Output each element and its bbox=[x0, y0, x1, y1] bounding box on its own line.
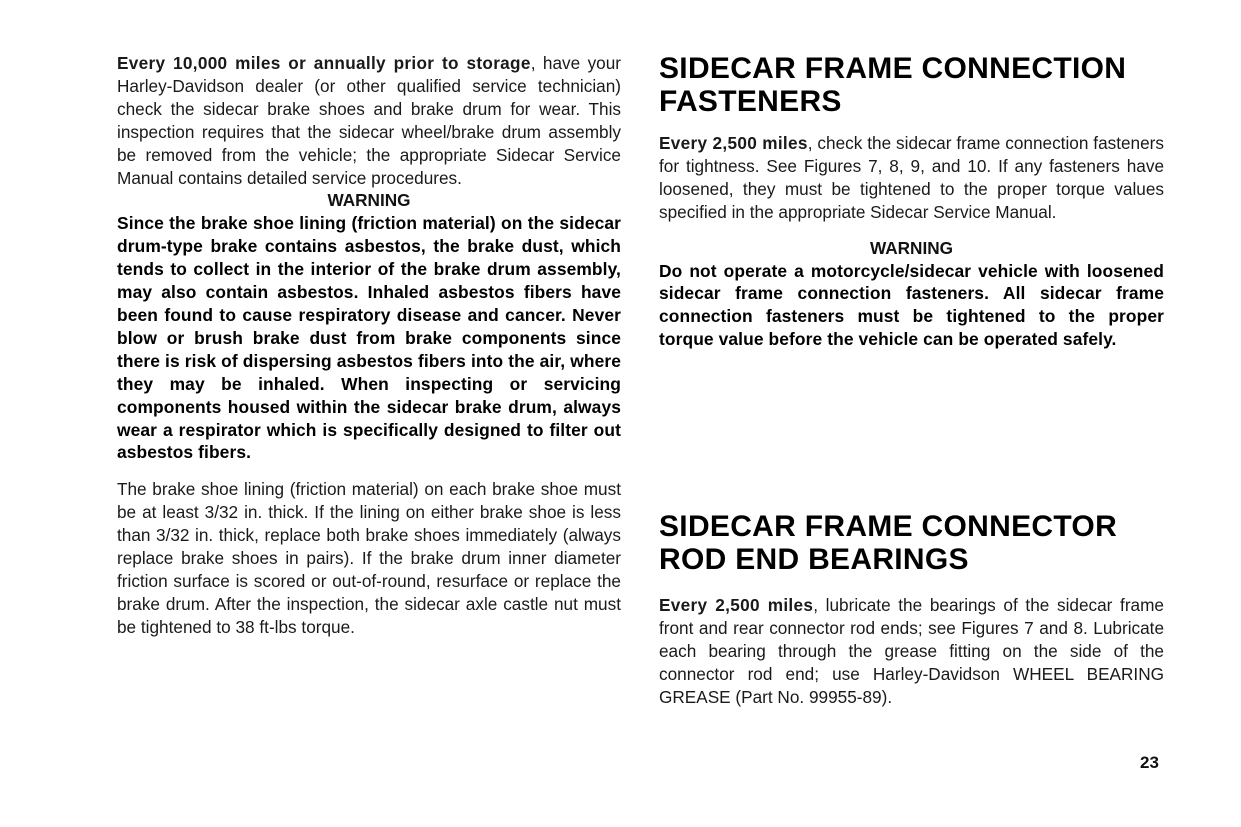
page-number: 23 bbox=[1140, 753, 1159, 772]
fasteners-warning-title: WARNING bbox=[869, 237, 954, 258]
rod-end-interval-lead: Every 2,500 miles bbox=[659, 595, 814, 615]
rod-end-text: , lubricate the bearings of the sidecar frame front and rear connector rod ends; see Figures 7 and 8. Lubricate each bearing through the grease fitting on the side of the connector rod end; use Harley-Davidson WHEEL BEARING GREASE (Part No. 99955-89). bbox=[659, 595, 1164, 707]
fasteners-heading-line2: FASTENERS bbox=[659, 85, 842, 118]
asbestos-warning-title: WARNING bbox=[327, 190, 411, 211]
brake-inspection-paragraph bbox=[117, 52, 621, 189]
rod-end-heading bbox=[659, 510, 1164, 576]
intro-text: , have your Harley-Davidson dealer (or other qualified service technician) check the sidecar brake shoes and brake drum for wear. This inspection requires that the sidecar wheel/brake drum assembly be removed from the vehicle; the appropriate Sidecar Service Manual contains detailed service procedures. bbox=[117, 53, 622, 188]
fasteners-heading-line1: SIDECAR FRAME CONNECTION bbox=[659, 52, 1127, 85]
lining-thickness-paragraph: The brake shoe lining (friction material) on each brake shoe must be at least 3/32 in. thick. If the lining on either brake shoe is less than 3/32 in. thick, replace both brake shoes immediately (always replace brake shoes in pairs). If the brake drum inner diameter friction surface is scored or out-of-round, resurface or replace the brake drum. After the inspection, the sidecar axle castle nut must be tightened to 38 ft-lbs torque. bbox=[117, 479, 621, 637]
fasteners-warning-body: Do not operate a motorcycle/sidecar vehicle with loosened sidecar frame connection fasteners. All sidecar frame connection fasteners must be tightened to the proper torque value before the vehicle can be operated safely. bbox=[659, 260, 1164, 350]
fasteners-section bbox=[659, 52, 1164, 351]
left-column bbox=[117, 52, 621, 639]
interval-lead: Every 10,000 miles or annually prior to storage bbox=[117, 53, 531, 73]
rod-end-heading-line2: ROD END BEARINGS bbox=[659, 543, 969, 576]
rod-end-paragraph bbox=[659, 594, 1164, 709]
asbestos-warning-body: Since the brake shoe lining (friction material) on the sidecar drum-type brake contains asbestos, the brake dust, which tends to collect in the interior of the brake drum assembly, may also contain asbestos. Inhaled asbestos fibers have been found to cause respiratory disease and cancer. Never blow or brush brake dust from brake components since there is risk of dispersing asbestos fibers into the air, where they may be inhaled. When inspecting or servicing components housed within the sidecar brake drum, always wear a respirator which is specifically designed to filter out asbestos fibers. bbox=[117, 213, 621, 463]
rod-end-heading-line1: SIDECAR FRAME CONNECTOR bbox=[659, 510, 1118, 543]
fasteners-text: , check the sidecar frame connection fasteners for tightness. See Figures 7, 8, 9, and 10. If any fasteners have loosened, they must be tightened to the proper torque values specified in the appropriate Sidecar Service Manual. bbox=[659, 133, 1164, 222]
fasteners-interval-lead: Every 2,500 miles bbox=[659, 133, 808, 153]
rod-end-bearings-section bbox=[659, 510, 1164, 709]
fasteners-paragraph bbox=[659, 132, 1164, 224]
fasteners-heading bbox=[659, 52, 1164, 118]
